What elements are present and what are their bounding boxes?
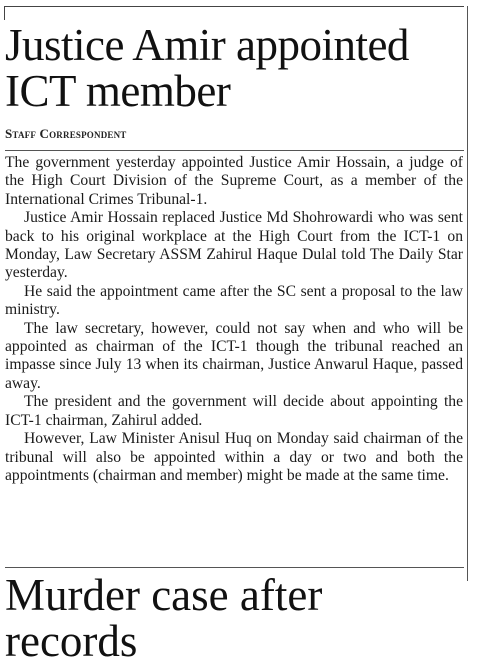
article-body <box>5 154 463 485</box>
next-article-rule <box>5 567 464 568</box>
article-paragraph: However, Law Minister Anisul Huq on Monday said chairman of the tribunal will also be appointed within a day or two and both the appointments (chairman and member) might be made at the same time. <box>5 430 463 484</box>
column-divider-rule <box>467 6 468 581</box>
article-paragraph: Justice Amir Hossain replaced Justice Md Shohrowardi who was sent back to his original workplace at the High Court from the ICT-1 on Monday, Law Secretary ASSM Zahirul Haque Dulal told The Daily Star yesterday. <box>5 209 463 282</box>
article-paragraph: The president and the government will decide about appointing the ICT-1 chairman, Zahirul added. <box>5 393 463 429</box>
left-border-rule <box>4 6 5 20</box>
byline-rule <box>5 150 464 151</box>
article-paragraph: The law secretary, however, could not say when and who will be appointed as chairman of the ICT-1 though the tribunal reached an impasse since July 13 when its chairman, Justice Anwarul Haque, passed away. <box>5 319 463 392</box>
article-paragraph: The government yesterday appointed Justice Amir Hossain, a judge of the High Court Division of the Supreme Court, as a member of the International Crimes Tribunal-1. <box>5 154 463 208</box>
next-article-headline <box>5 570 465 666</box>
article-headline: Justice Amir appointed ICT member <box>5 20 409 116</box>
article-byline: Staff Correspondent <box>5 126 127 141</box>
next-article-headline-text: Murder case after records <box>5 570 323 666</box>
article-paragraph: He said the appointment came after the SC sent a proposal to the law ministry. <box>5 282 463 319</box>
top-border-rule <box>4 6 464 7</box>
